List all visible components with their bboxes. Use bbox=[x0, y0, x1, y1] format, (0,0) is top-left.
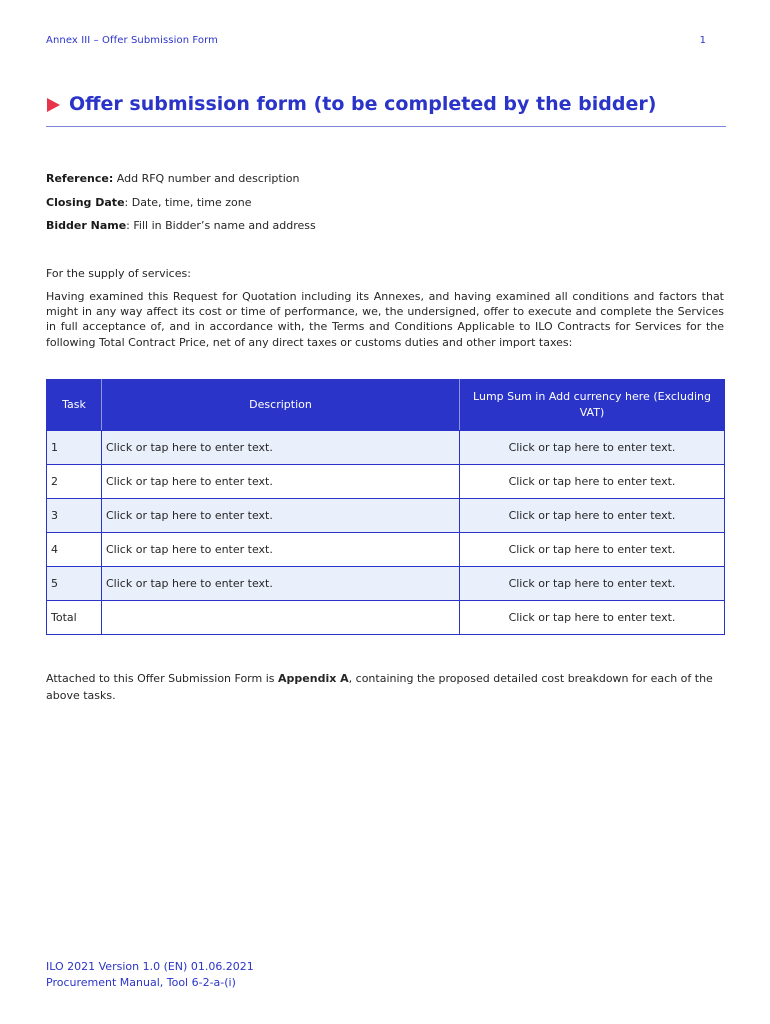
attachment-text-after: , containing the proposed detailed cost breakdown for each of the above tasks. bbox=[46, 672, 713, 702]
footer-manual-reference: Procurement Manual, Tool 6-2-a-(i) bbox=[46, 976, 236, 989]
description-cell[interactable]: Click or tap here to enter text. bbox=[102, 431, 460, 465]
title-section bbox=[46, 92, 726, 127]
amount-cell[interactable]: Click or tap here to enter text. bbox=[460, 533, 725, 567]
offer-price-table bbox=[46, 379, 725, 635]
table-row bbox=[47, 567, 725, 601]
amount-cell[interactable]: Click or tap here to enter text. bbox=[460, 567, 725, 601]
column-header-lump-sum: Lump Sum in Add currency here (Excluding VAT) bbox=[460, 380, 725, 431]
description-cell[interactable]: Click or tap here to enter text. bbox=[102, 567, 460, 601]
reference-value[interactable]: Add RFQ number and description bbox=[113, 172, 300, 185]
task-number-cell: 3 bbox=[47, 499, 102, 533]
reference-line bbox=[46, 172, 299, 185]
task-number-cell: 4 bbox=[47, 533, 102, 567]
task-number-cell: 1 bbox=[47, 431, 102, 465]
amount-cell[interactable]: Click or tap here to enter text. bbox=[460, 499, 725, 533]
column-header-task: Task bbox=[47, 380, 102, 431]
table-row bbox=[47, 431, 725, 465]
closing-date-label: Closing Date bbox=[46, 196, 125, 209]
column-header-description: Description bbox=[102, 380, 460, 431]
description-cell[interactable]: Click or tap here to enter text. bbox=[102, 499, 460, 533]
table-total-row bbox=[47, 601, 725, 635]
closing-date-value[interactable]: : Date, time, time zone bbox=[124, 196, 252, 209]
total-amount-cell[interactable]: Click or tap here to enter text. bbox=[460, 601, 725, 635]
table-header-row bbox=[47, 380, 725, 431]
footer-version: ILO 2021 Version 1.0 (EN) 01.06.2021 bbox=[46, 960, 254, 973]
table-row bbox=[47, 533, 725, 567]
reference-label: Reference: bbox=[46, 172, 114, 185]
amount-cell[interactable]: Click or tap here to enter text. bbox=[460, 465, 725, 499]
description-cell[interactable]: Click or tap here to enter text. bbox=[102, 465, 460, 499]
running-header-title: Annex III – Offer Submission Form bbox=[46, 35, 219, 46]
table-row bbox=[47, 499, 725, 533]
amount-cell[interactable]: Click or tap here to enter text. bbox=[460, 431, 725, 465]
page-title: Offer submission form (to be completed by the bidder) bbox=[69, 93, 657, 115]
description-cell[interactable]: Click or tap here to enter text. bbox=[102, 533, 460, 567]
intro-text: For the supply of services: bbox=[46, 267, 191, 280]
bidder-name-value[interactable]: : Fill in Bidder’s name and address bbox=[126, 219, 316, 232]
task-number-cell: 2 bbox=[47, 465, 102, 499]
bidder-name-label: Bidder Name bbox=[46, 219, 127, 232]
task-number-cell: 5 bbox=[47, 567, 102, 601]
bidder-name-line bbox=[46, 219, 316, 232]
appendix-reference: Appendix A bbox=[278, 672, 349, 685]
body-paragraph: Having examined this Request for Quotation including its Annexes, and having examined all conditions and factors that might in any way affect its cost or time of performance, we, the undersigned, offer to execute and complete the Services in full acceptance of, and in accordance with, the Terms and Conditions Applicable to ILO Contracts for Services for the following Total Contract Price, net of any direct taxes or customs duties and other import taxes: bbox=[46, 290, 724, 349]
total-description-cell bbox=[102, 601, 460, 635]
page-number: 1 bbox=[699, 35, 706, 46]
closing-date-line bbox=[46, 196, 251, 209]
attachment-text-before: Attached to this Offer Submission Form is bbox=[46, 672, 279, 685]
arrow-right-icon bbox=[47, 98, 60, 112]
table-row bbox=[47, 465, 725, 499]
attachment-note bbox=[46, 670, 724, 704]
total-label-cell: Total bbox=[47, 601, 102, 635]
